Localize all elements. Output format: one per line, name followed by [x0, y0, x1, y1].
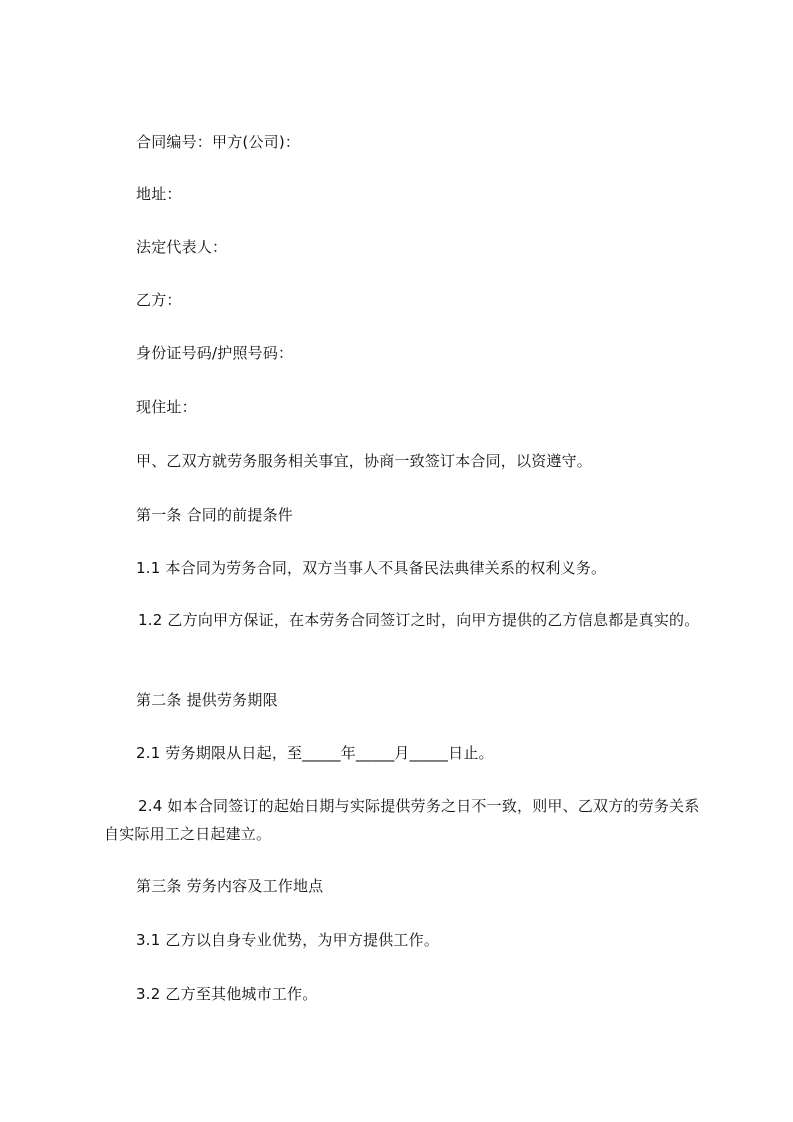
- contract-number-line: 合同编号：甲方(公司)：: [136, 133, 301, 151]
- id-number-line: 身份证号码/护照号码：: [136, 344, 294, 362]
- address-line: 地址：: [136, 185, 182, 203]
- article2-heading: 第二条 提供劳务期限: [136, 691, 278, 709]
- intro-paragraph: 甲、乙双方就劳务服务相关事宜，协商一致签订本合同，以资遵守。: [136, 452, 593, 470]
- party-b-line: 乙方：: [136, 291, 182, 309]
- clause-2-4: 2.4 如本合同签订的起始日期与实际提供劳务之日不一致，则甲、乙双方的劳务关系自实际用工之日起建立。: [104, 797, 700, 843]
- current-address-line: 现住址：: [136, 398, 197, 416]
- article3-heading: 第三条 劳务内容及工作地点: [136, 877, 324, 895]
- clause-3-2: 3.2 乙方至其他城市工作。: [136, 985, 318, 1003]
- clause-3-1: 3.1 乙方以自身专业优势，为甲方提供工作。: [136, 931, 440, 949]
- article1-heading: 第一条 合同的前提条件: [136, 506, 293, 524]
- clause-1-2: 1.2 乙方向甲方保证，在本劳务合同签订之时，向甲方提供的乙方信息都是真实的。: [138, 611, 700, 629]
- legal-representative-line: 法定代表人：: [136, 238, 228, 256]
- clause-2-1: 2.1 劳务期限从日起，至_____年_____月_____日止。: [136, 744, 494, 762]
- clause-1-1: 1.1 本合同为劳务合同，双方当事人不具备民法典律关系的权利义务。: [136, 559, 607, 577]
